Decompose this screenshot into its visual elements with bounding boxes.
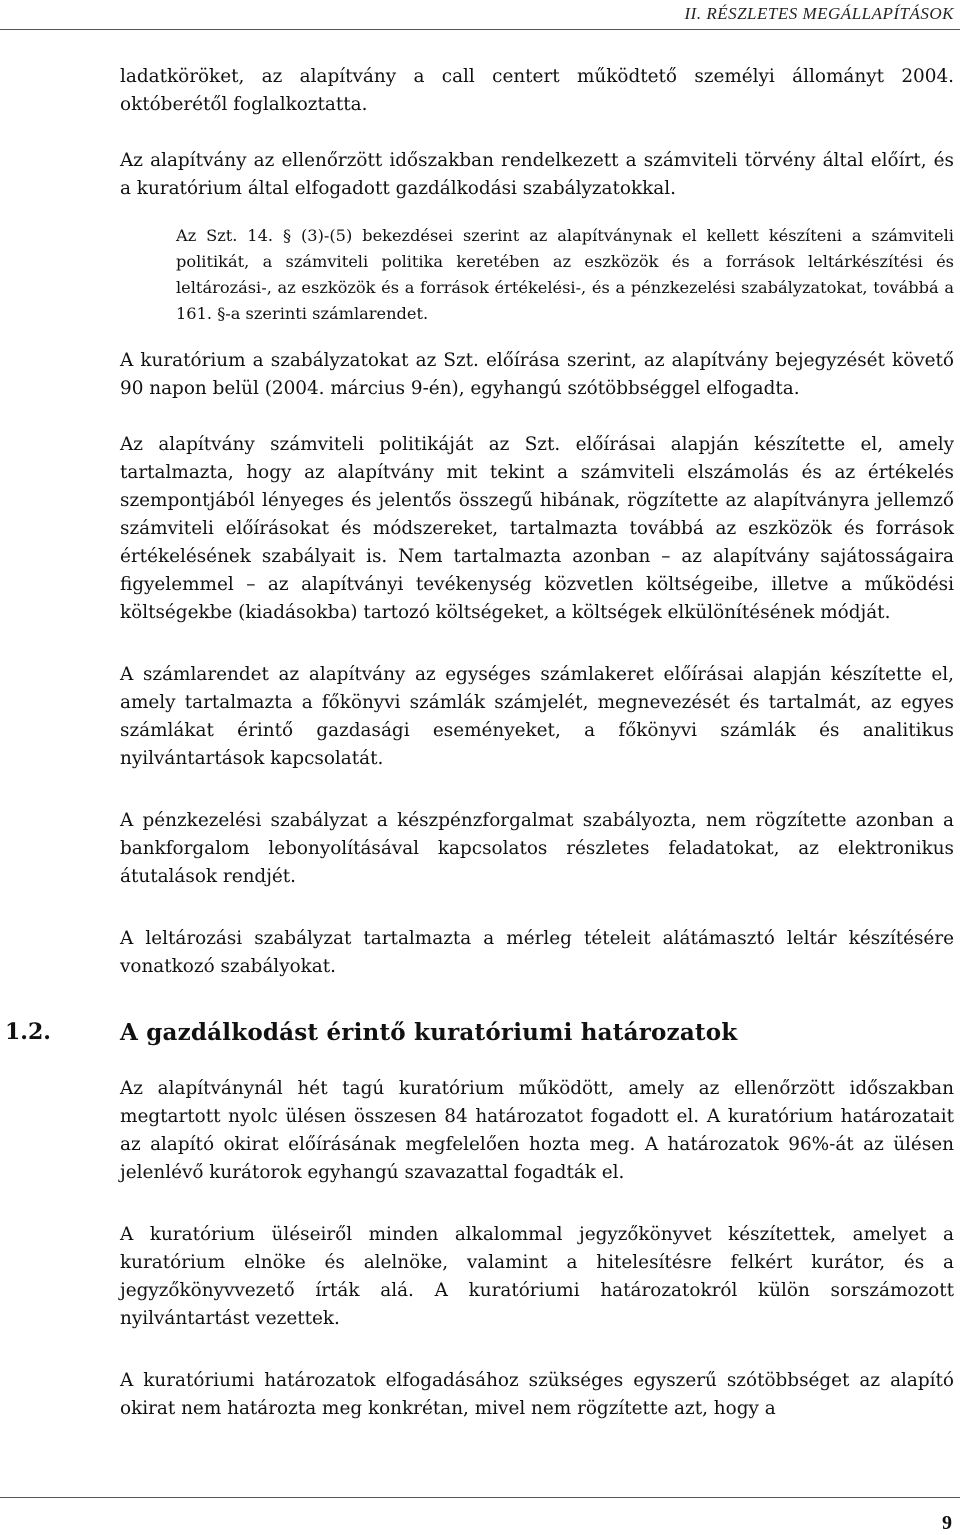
paragraph-8: A leltározási szabályzat tartalmazta a mérleg tételeit alátámasztó leltár készítésére vonatkozó szabályokat.	[120, 928, 954, 977]
paragraph-2: Az alapítvány az ellenőrzött időszakban rendelkezett a számviteli törvény által előírt, és a kuratórium által elfogadott gazdálkodási szabályzatokkal.	[120, 150, 954, 199]
running-header-title: II. RÉSZLETES MEGÁLLAPÍTÁSOK	[684, 4, 954, 23]
section-number: 1.2.	[5, 1019, 51, 1045]
paragraph-gap	[120, 981, 954, 1015]
paragraph-6: A számlarendet az alapítvány az egységes számlakeret előírásai alapján készítette el, amely tartalmazta a főkönyvi számlák számjelét, megnevezését és tartalmát, az egyes számlákat érintő gazdasági eseményeket, a főkönyvi számlák és analitikus nyilvántartások kapcsolatát.	[120, 664, 954, 769]
paragraph-10: A kuratórium üléseiről minden alkalommal jegyzőkönyvet készítettek, amelyet a kuratórium elnöke és alelnöke, valamint a hitelesítésre felkért kurátor, és a jegyzőkönyvvezető írták alá. A kuratóriumi határozatokról külön sorszámozott nyilvántartást vezettek.	[120, 1224, 954, 1329]
page-header	[0, 0, 960, 36]
paragraph-gap	[120, 1055, 954, 1075]
paragraph-gap	[120, 119, 954, 147]
paragraph-gap	[120, 891, 954, 925]
paragraph-9: Az alapítványnál hét tagú kuratórium működött, amely az ellenőrzött időszakban megtartott nyolc ülésen összesen 84 határozatot fogadott el. A kuratórium határozatait az alapító okirat előírásának megfelelően hozta meg. A határozatok 96%-át az ülésen jelenlévő kurátorok egyhangú szavazattal fogadták el.	[120, 1078, 954, 1183]
paragraph-5: Az alapítvány számviteli politikáját az Szt. előírásai alapján készítette el, amely tartalmazta, hogy az alapítvány mit tekint a számviteli elszámolás és az értékelés szempontjából lényeges és jelentős összegű hibának, rögzítette az alapítványra jellemző számviteli előírásokat és módszereket, tartalmazta továbbá az eszközök és források értékelésének szabályait is. Nem tartalmazta azonban – az alapítvány sajátosságaira figyelemmel – az alapítványi tevékenység közvetlen költségeibe, illetve a működési költségekbe (kiadásokba) tartozó költségeket, a költségek elkülönítésének módját.	[120, 434, 954, 623]
page-number: 9	[942, 1512, 952, 1534]
paragraph-gap	[120, 773, 954, 807]
paragraph-gap	[120, 403, 954, 431]
page-body	[5, 63, 954, 1423]
paragraph-7: A pénzkezelési szabályzat a készpénzforgalmat szabályozta, nem rögzítette azonban a bankforgalom lebonyolításával kapcsolatos részletes feladatokat, az elektronikus átutalások rendjét.	[120, 810, 954, 887]
paragraph-11: A kuratóriumi határozatok elfogadásához szükséges egyszerű szótöbbséget az alapító okirat nem határozta meg konkrétan, mivel nem rögzítette azt, hogy a	[120, 1370, 954, 1419]
paragraph-gap	[120, 627, 954, 661]
paragraph-gap	[120, 1187, 954, 1221]
paragraph-gap	[120, 1333, 954, 1367]
footer-divider	[0, 1497, 960, 1498]
paragraph-1: ladatköröket, az alapítvány a call centert működtető személyi állományt 2004. októberétől foglalkoztatta.	[120, 66, 954, 115]
section-title: A gazdálkodást érintő kuratóriumi határozatok	[120, 1019, 738, 1046]
indented-quote	[176, 223, 954, 327]
paragraph-4: A kuratórium a szabályzatokat az Szt. előírása szerint, az alapítvány bejegyzését követő 90 napon belül (2004. március 9-én), egyhangú szótöbbséggel elfogadta.	[120, 350, 954, 399]
header-divider	[0, 29, 960, 30]
section-heading	[5, 1015, 954, 1055]
paragraph-gap	[120, 327, 954, 347]
paragraph-gap	[120, 203, 954, 223]
paragraph-3: Az Szt. 14. § (3)-(5) bekezdései szerint az alapítványnak el kellett készíteni a számviteli politikát, a számviteli politika keretében az eszközök és a források leltárkészítési és leltározási-, az eszközök és a források értékelési-, és a pénzkezelési szabályzatokat, továbbá a 161. §-a szerinti számlarendet.	[176, 226, 954, 323]
